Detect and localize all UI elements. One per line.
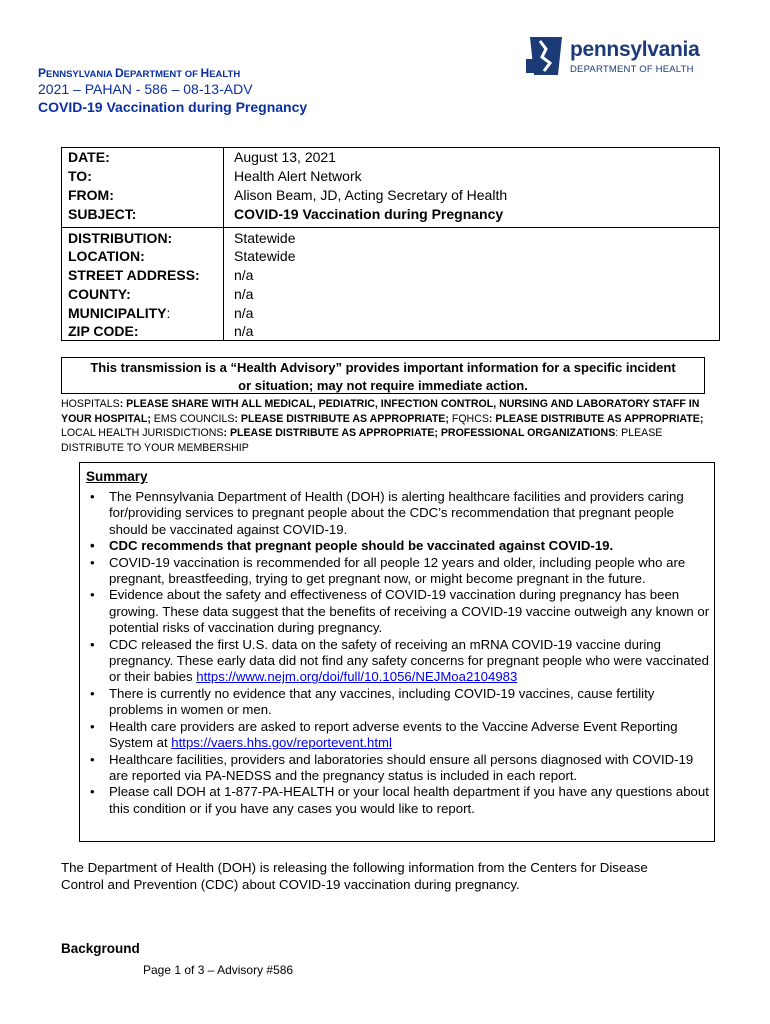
distribution-instructions: HOSPITALS: PLEASE SHARE WITH ALL MEDICAL, PEDIATRIC, INFECTION CONTROL, NURSING AND LABORATORY STAFF IN YOUR HOSPITAL; EMS COUNCILS: PLEASE DISTRIBUTE AS APPROPRIATE; FQHCS: PLEASE DISTRIBUTE AS APPROPRIATE; LOCAL HEALTH JURISDICTIONS: PLEASE DISTRIBUTE AS APPROPRIATE; PROFESSIONAL ORGANIZATIONS: PLEASE DISTRIBUTE TO YOUR MEMBERSHIP [61, 398, 704, 454]
summary-item: • Please call DOH at 1-877-PA-HEALTH or your local health department if you have any questions about this condition or if you have any cases you would like to report. [90, 784, 709, 816]
summary-item: • CDC released the first U.S. data on the safety of receiving an mRNA COVID-19 vaccine during pregnancy. These early data did not find any safety concerns for pregnant people who were vaccinated or their babies https://www.nejm.org/doi/full/10.1056/NEJMoa2104983 [90, 636, 709, 685]
info-row-subject: SUBJECT: COVID-19 Vaccination during Pregnancy [68, 206, 504, 222]
logo-subtitle: DEPARTMENT OF HEALTH [570, 64, 694, 75]
advisory-title: COVID-19 Vaccination during Pregnancy [38, 99, 308, 115]
pa-doh-logo [524, 33, 710, 79]
intro-paragraph: The Department of Health (DOH) is releasing the following information from the Centers for Disease Control and Prevention (CDC) about COVID-19 vaccination during pregnancy. [61, 860, 648, 892]
summary-heading: Summary [86, 469, 148, 484]
summary-item: • CDC recommends that pregnant people should be vaccinated against COVID-19. [90, 538, 614, 554]
info-row-from: FROM: Alison Beam, JD, Acting Secretary of Health [68, 187, 508, 203]
info-row-date: DATE: August 13, 2021 [68, 149, 336, 165]
summary-item: • Healthcare facilities, providers and laboratories should ensure all persons diagnosed with COVID-19 are reported via PA-NEDSS and the pregnancy status is included in each report. [90, 751, 694, 783]
summary-item: • COVID-19 vaccination is recommended for all people 12 years and older, including people who are pregnant, breastfeeding, trying to get pregnant now, or might become pregnant in the future. [90, 554, 686, 587]
summary-box [79, 462, 715, 842]
summary-item: • The Pennsylvania Department of Health (DOH) is alerting healthcare facilities and providers caring for/providing services to pregnant people about the CDC’s recommendation that pregnant people should be vaccinated against COVID-19. [90, 489, 684, 537]
vaers-link[interactable]: https://vaers.hhs.gov/reportevent.html [171, 735, 392, 751]
department-name: PENNSYLVANIA DEPARTMENT OF HEALTH [38, 66, 241, 80]
nejm-link[interactable]: https://www.nejm.org/doi/full/10.1056/NEJMoa2104983 [196, 669, 518, 685]
summary-item: • Health care providers are asked to report adverse events to the Vaccine Adverse Event Reporting System at https://vaers.hhs.gov/reportevent.html [90, 718, 678, 751]
info-row-zip-code: ZIP CODE: n/a [68, 323, 254, 339]
info-row-to: TO: Health Alert Network [68, 168, 362, 184]
info-row-location: LOCATION: Statewide [68, 248, 296, 264]
info-row-street-address: STREET ADDRESS: n/a [68, 267, 254, 283]
summary-item: • Evidence about the safety and effectiveness of COVID-19 vaccination during pregnancy has been growing. These data suggest that the benefits of receiving a COVID-19 vaccine outweigh any known or potential risks of vaccination during pregnancy. [90, 587, 710, 636]
summary-list [80, 489, 710, 817]
info-row-municipality: MUNICIPALITY: n/a [68, 305, 254, 321]
background-heading: Background [61, 941, 140, 956]
advisory-info-table [61, 147, 720, 341]
info-row-county: COUNTY: n/a [68, 286, 254, 302]
info-row-distribution: DISTRIBUTION: Statewide [68, 230, 296, 246]
health-advisory-notice: This transmission is a “Health Advisory” provides important information for a specific incident or situation; may not require immediate action. [61, 357, 705, 394]
logo-wordmark: pennsylvania [570, 38, 700, 61]
page-footer: Page 1 of 3 – Advisory #586 [143, 963, 294, 977]
advisory-id: 2021 – PAHAN - 586 – 08-13-ADV [38, 81, 253, 97]
summary-item: • There is currently no evidence that any vaccines, including COVID-19 vaccines, cause fertility problems in women or men. [90, 685, 655, 718]
keystone-icon [524, 33, 568, 79]
